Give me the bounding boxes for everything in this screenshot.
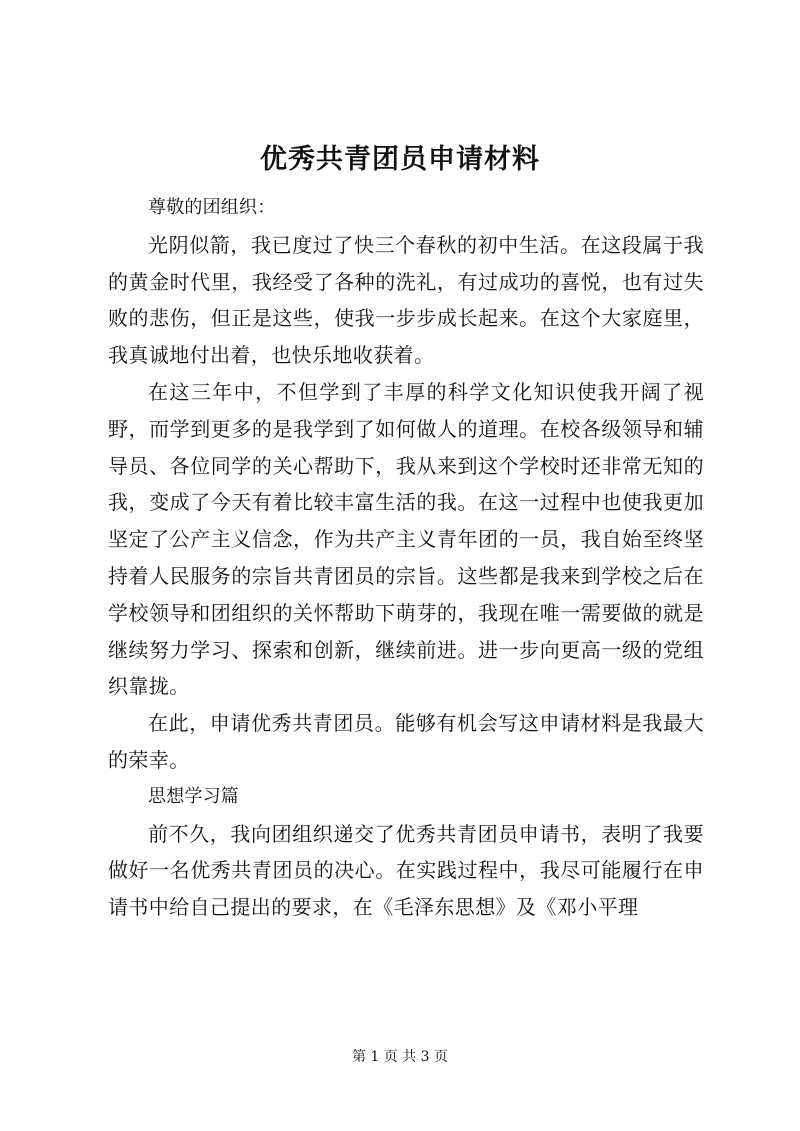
paragraph-application: 在此，申请优秀共青团员。能够有机会写这申请材料是我最大的荣幸。 <box>108 711 704 772</box>
document-title: 优秀共青团员申请材料 <box>260 144 540 175</box>
document-body <box>108 190 704 926</box>
paragraph-three-years: 在这三年中，不但学到了丰厚的科学文化知识使我开阔了视野，而学到更多的是我学到了如何做人的道理。在校各级领导和辅导员、各位同学的关心帮助下，我从来到这个学校时还非常无知的我，变成了今天有着比较丰富生活的我。在这一过程中也使我更加坚定了公产主义信念，作为共产主义青年团的一员，我自始至终坚持着人民服务的宗旨共青团员的宗旨。这些都是我来到学校之后在学校领导和团组织的关怀帮助下萌芽的，我现在唯一需要做的就是继续努力学习、探索和创新，继续前进。进一步向更高一级的党组织靠拢。 <box>108 379 704 699</box>
paragraph-intro: 光阴似箭，我已度过了快三个春秋的初中生活。在这段属于我的黄金时代里，我经受了各种的洗礼，有过成功的喜悦，也有过失败的悲伤，但正是这些，使我一步步成长起来。在这个大家庭里，我真诚地付出着，也快乐地收获着。 <box>108 232 704 368</box>
section-heading: 思想学习篇 <box>148 785 239 807</box>
paragraph-thought-study: 前不久，我向团组织递交了优秀共青团员申请书，表明了我要做好一名优秀共青团员的决心。在实践过程中，我尽可能履行在申请书中给自己提出的要求，在《毛泽东思想》及《邓小平理 <box>108 821 704 920</box>
salutation: 尊敬的团组织： <box>148 197 276 218</box>
page-footer: 第 1 页 共 3 页 <box>351 1049 449 1065</box>
